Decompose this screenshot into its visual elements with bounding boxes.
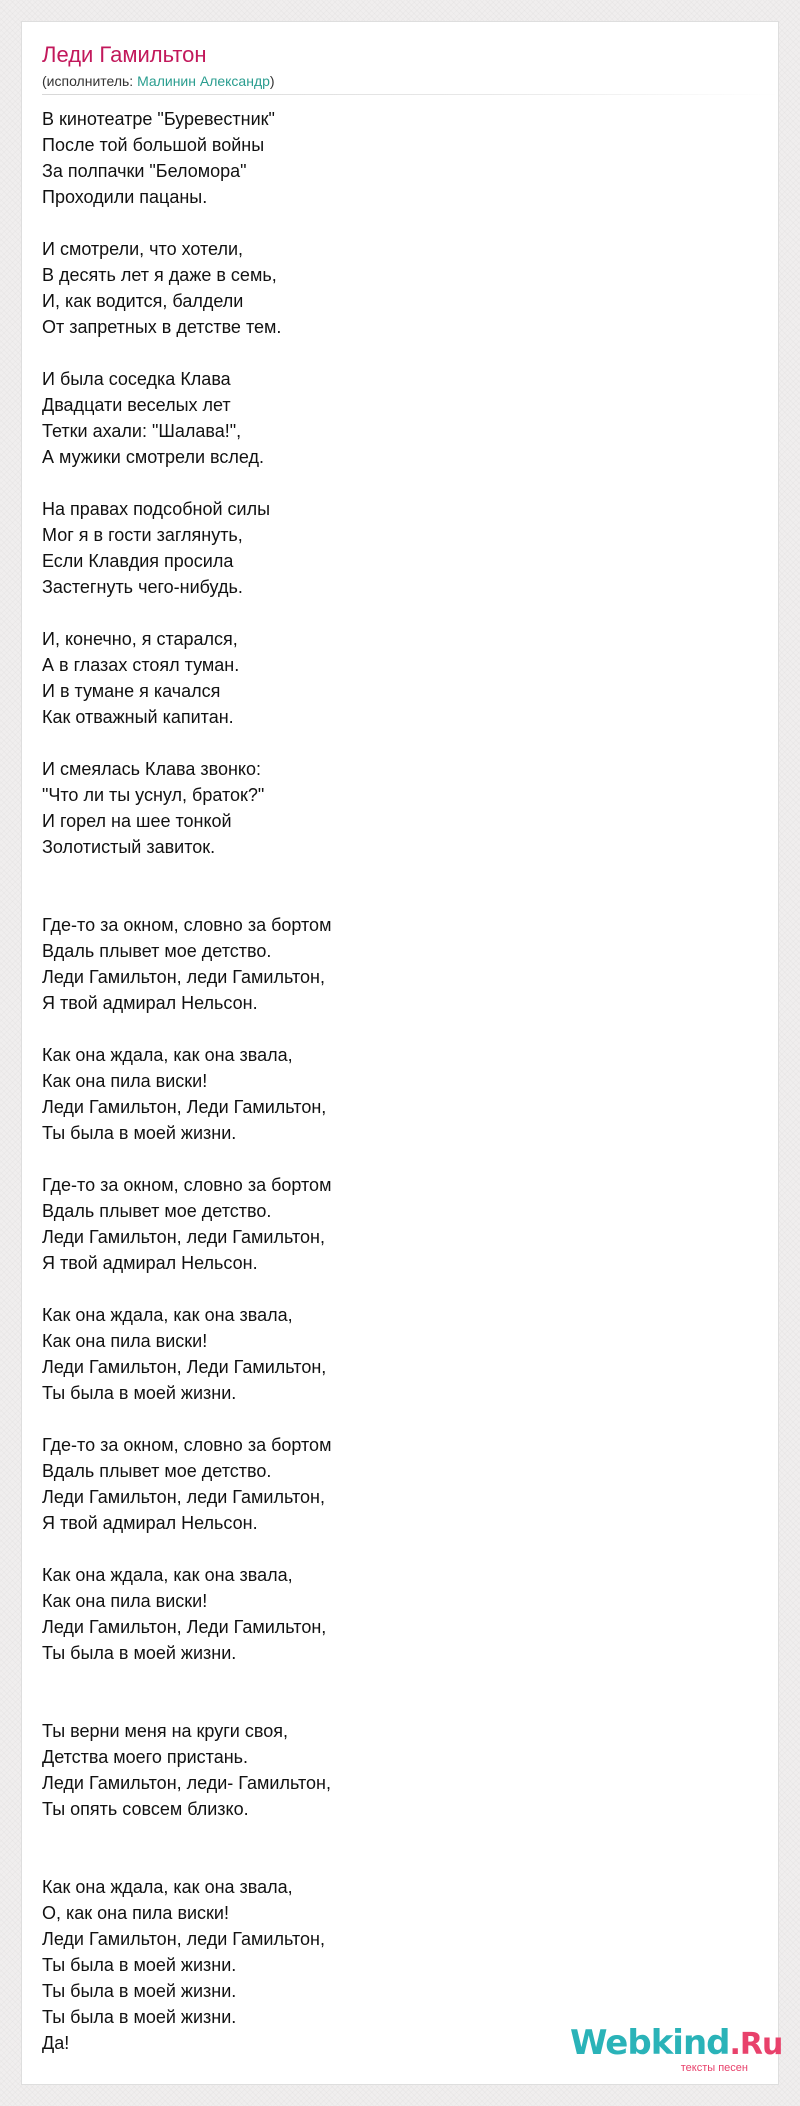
lyric-line: Леди Гамильтон, леди Гамильтон, (42, 967, 325, 987)
lyric-line: И горел на шее тонкой (42, 811, 232, 831)
stanza-gap (42, 1848, 742, 1874)
lyric-line: Леди Гамильтон, Леди Гамильтон, (42, 1617, 327, 1637)
site-logo[interactable] (570, 2023, 783, 2076)
lyric-line: И в тумане я качался (42, 681, 221, 701)
stanza-gap (42, 340, 742, 366)
lyric-line: Застегнуть чего-нибудь. (42, 577, 243, 597)
lyric-line: Ты была в моей жизни. (42, 2007, 237, 2027)
lyric-line: Тетки ахали: "Шалава!", (42, 421, 242, 441)
lyric-line: А мужики смотрели вслед. (42, 447, 265, 467)
lyric-line: На правах подсобной силы (42, 499, 271, 519)
artist-line (42, 72, 275, 90)
lyric-line: И, как водится, балдели (42, 291, 244, 311)
lyric-line: И смотрели, что хотели, (42, 239, 244, 259)
lyric-line: Ты была в моей жизни. (42, 1955, 237, 1975)
lyric-line: Где-то за окном, словно за бортом (42, 915, 332, 935)
lyric-line: Ты была в моей жизни. (42, 1643, 237, 1663)
lyric-line: Ты была в моей жизни. (42, 1123, 237, 1143)
stanza-gap (42, 210, 742, 236)
lyric-line: Леди Гамильтон, Леди Гамильтон, (42, 1097, 327, 1117)
lyric-line: Если Клавдия просила (42, 551, 234, 571)
lyric-line: И смеялась Клава звонко: (42, 759, 261, 779)
stanza-gap (42, 860, 742, 886)
stanza-gap (42, 1276, 742, 1302)
lyric-line: В десять лет я даже в семь, (42, 265, 277, 285)
logo-tld: .Ru (729, 2027, 783, 2062)
logo-brand: Webkind (570, 2023, 730, 2063)
lyric-line: Где-то за окном, словно за бортом (42, 1435, 332, 1455)
lyric-line: Мог я в гости заглянуть, (42, 525, 243, 545)
lyric-line: После той большой войны (42, 135, 265, 155)
lyric-line: Золотистый завиток. (42, 837, 216, 857)
lyric-line: Ты опять совсем близко. (42, 1799, 249, 1819)
lyric-line: Вдаль плывет мое детство. (42, 1201, 272, 1221)
lyrics-body (42, 106, 742, 2056)
logo-tagline: тексты песен (680, 2062, 748, 2074)
lyric-line: Леди Гамильтон, леди- Гамильтон, (42, 1773, 331, 1793)
stanza-gap (42, 1146, 742, 1172)
stanza-gap (42, 1536, 742, 1562)
lyric-line: И, конечно, я старался, (42, 629, 238, 649)
lyric-line: Я твой адмирал Нельсон. (42, 1253, 258, 1273)
lyric-line: "Что ли ты уснул, браток?" (42, 785, 265, 805)
lyric-line: В кинотеатре "Буревестник" (42, 109, 275, 129)
lyric-line: О, как она пила виски! (42, 1903, 229, 1923)
lyric-line: Где-то за окном, словно за бортом (42, 1175, 332, 1195)
lyric-line: От запретных в детстве тем. (42, 317, 282, 337)
stanza-gap (42, 600, 742, 626)
lyric-line: Вдаль плывет мое детство. (42, 941, 272, 961)
stanza-gap (42, 1406, 742, 1432)
lyric-line: Леди Гамильтон, леди Гамильтон, (42, 1929, 325, 1949)
stanza-gap (42, 470, 742, 496)
lyric-line: Детства моего пристань. (42, 1747, 249, 1767)
stanza-gap (42, 1016, 742, 1042)
lyric-line: Двадцати веселых лет (42, 395, 231, 415)
artist-prefix: (исполнитель: (42, 73, 138, 89)
artist-suffix: ) (269, 73, 275, 89)
lyric-line: И была соседка Клава (42, 369, 231, 389)
logo-wordmark (570, 2023, 783, 2064)
lyric-line: Ты верни меня на круги своя, (42, 1721, 288, 1741)
stanza-gap (42, 886, 742, 912)
lyric-line: Проходили пацаны. (42, 187, 208, 207)
lyric-line: Леди Гамильтон, Леди Гамильтон, (42, 1357, 327, 1377)
song-title: Леди Гамильтон (42, 42, 207, 67)
lyrics-card (21, 21, 783, 2085)
lyric-line: Как она пила виски! (42, 1071, 208, 1091)
header-divider (42, 94, 780, 95)
lyric-line: Вдаль плывет мое детство. (42, 1461, 272, 1481)
lyric-line: А в глазах стоял туман. (42, 655, 240, 675)
lyric-line: Как она ждала, как она звала, (42, 1565, 293, 1585)
lyric-line: За полпачки "Беломора" (42, 161, 247, 181)
lyric-line: Как она пила виски! (42, 1331, 208, 1351)
stanza-gap (42, 730, 742, 756)
lyric-line: Как она ждала, как она звала, (42, 1877, 293, 1897)
lyric-line: Я твой адмирал Нельсон. (42, 993, 258, 1013)
lyric-line: Леди Гамильтон, леди Гамильтон, (42, 1487, 325, 1507)
lyric-line: Как отважный капитан. (42, 707, 234, 727)
lyric-line: Ты была в моей жизни. (42, 1981, 237, 2001)
artist-link[interactable]: Малинин Александр (137, 73, 270, 89)
lyric-line: Как она ждала, как она звала, (42, 1045, 293, 1065)
lyric-line: Я твой адмирал Нельсон. (42, 1513, 258, 1533)
stanza-gap (42, 1822, 742, 1848)
lyric-line: Как она ждала, как она звала, (42, 1305, 293, 1325)
lyric-line: Как она пила виски! (42, 1591, 208, 1611)
lyric-line: Да! (42, 2033, 70, 2053)
lyric-line: Ты была в моей жизни. (42, 1383, 237, 1403)
lyric-line: Леди Гамильтон, леди Гамильтон, (42, 1227, 325, 1247)
stanza-gap (42, 1692, 742, 1718)
stanza-gap (42, 1666, 742, 1692)
